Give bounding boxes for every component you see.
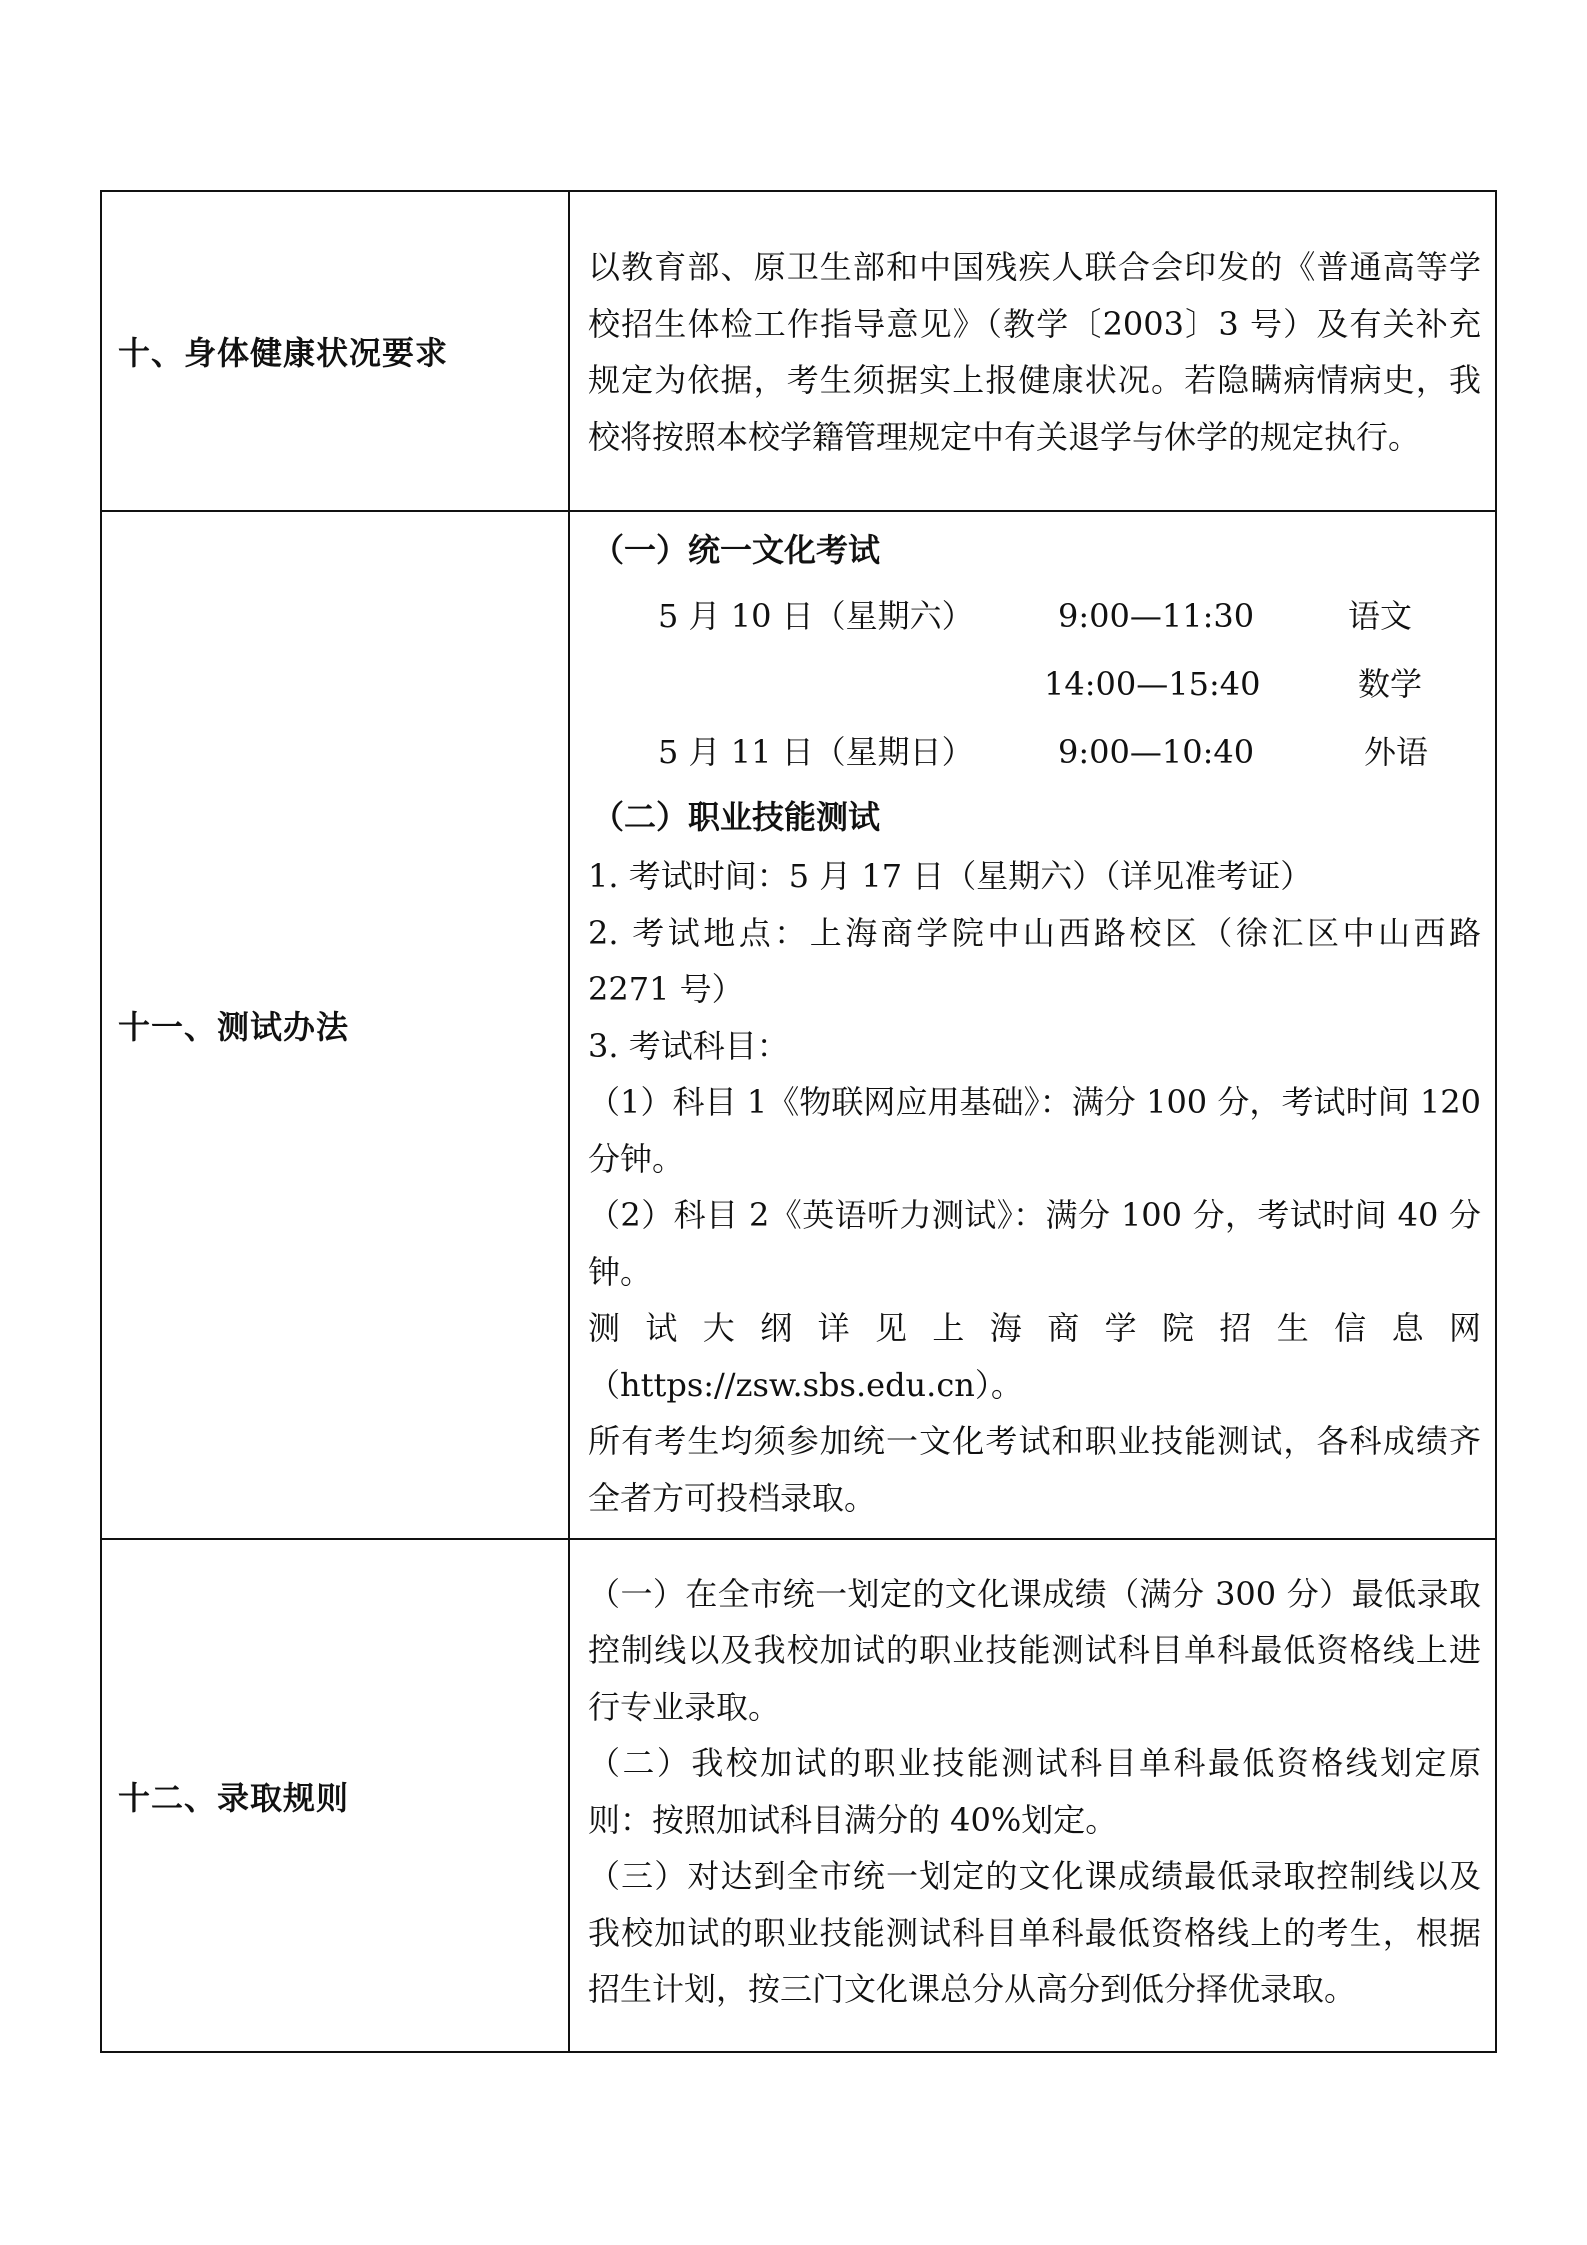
section-heading-culture-exam: （一）统一文化考试: [592, 531, 881, 569]
admission-info-table: [100, 190, 1497, 2053]
admission-rule-3: （三）对达到全市统一划定的文化课成绩最低录取控制线以及我校加试的职业技能测试科目单科最低资格线上的考生，根据招生计划，按三门文化课总分从高分到低分择优录取。: [588, 1857, 1481, 2008]
table-row-admission: [101, 1539, 1496, 2052]
schedule-subject: 语文: [1348, 597, 1413, 635]
row-label-health: 十、身体健康状况要求: [101, 191, 569, 511]
subject-2-item: （2）科目 2《英语听力测试》：满分 100 分，考试时间 40 分钟。: [588, 1196, 1481, 1291]
schedule-date: 5 月 10 日（星期六）: [658, 597, 974, 635]
schedule-row: [588, 582, 1481, 650]
outline-url: （https://zsw.sbs.edu.cn）。: [588, 1365, 1023, 1404]
table-row-testing: [101, 511, 1496, 1539]
schedule-time: 9:00—11:30: [1058, 597, 1255, 635]
exam-location-item: 2. 考试地点：上海商学院中山西路校区（徐汇区中山西路 2271 号）: [588, 913, 1481, 1008]
exam-subjects-item: 3. 考试科目：: [588, 1026, 789, 1065]
outline-text: 测试大纲详见上海商学院招生信息网: [588, 1309, 1481, 1347]
row-label-admission: 十二、录取规则: [101, 1539, 569, 2052]
table-row-health: [101, 191, 1496, 511]
row-content-testing: [569, 511, 1496, 1539]
row-content-admission: [569, 1539, 1496, 2052]
schedule-row: [588, 650, 1481, 718]
admission-rule-1: （一）在全市统一划定的文化课成绩（满分 300 分）最低录取控制线以及我校加试的职业技能测试科目单科最低资格线上进行专业录取。: [588, 1574, 1481, 1726]
section-heading-skill-test: （二）职业技能测试: [592, 798, 881, 836]
schedule-subject: 外语: [1364, 733, 1429, 771]
admission-rule-2: （二）我校加试的职业技能测试科目单科最低资格线划定原则：按照加试科目满分的 40%划定。: [588, 1744, 1481, 1839]
schedule-time: 14:00—15:40: [1044, 665, 1261, 703]
row-content-health: [569, 191, 1496, 511]
schedule-subject: 数学: [1358, 665, 1423, 703]
closing-note: 所有考生均须参加统一文化考试和职业技能测试，各科成绩齐全者方可投档录取。: [588, 1422, 1481, 1517]
subject-1-item: （1）科目 1《物联网应用基础》：满分 100 分，考试时间 120 分钟。: [588, 1083, 1481, 1178]
health-paragraph: 以教育部、原卫生部和中国残疾人联合会印发的《普通高等学校招生体检工作指导意见》（教学〔2003〕3 号）及有关补充规定为依据，考生须据实上报健康状况。若隐瞒病情病史，我校将按照本校学籍管理规定中有关退学与休学的规定执行。: [588, 248, 1481, 456]
exam-time-item: 1. 考试时间：5 月 17 日（星期六）（详见准考证）: [588, 857, 1313, 895]
row-label-testing: 十一、测试办法: [101, 511, 569, 1539]
schedule-time: 9:00—10:40: [1058, 733, 1255, 771]
schedule-date: 5 月 11 日（星期日）: [658, 733, 974, 771]
schedule-row: [588, 718, 1481, 786]
